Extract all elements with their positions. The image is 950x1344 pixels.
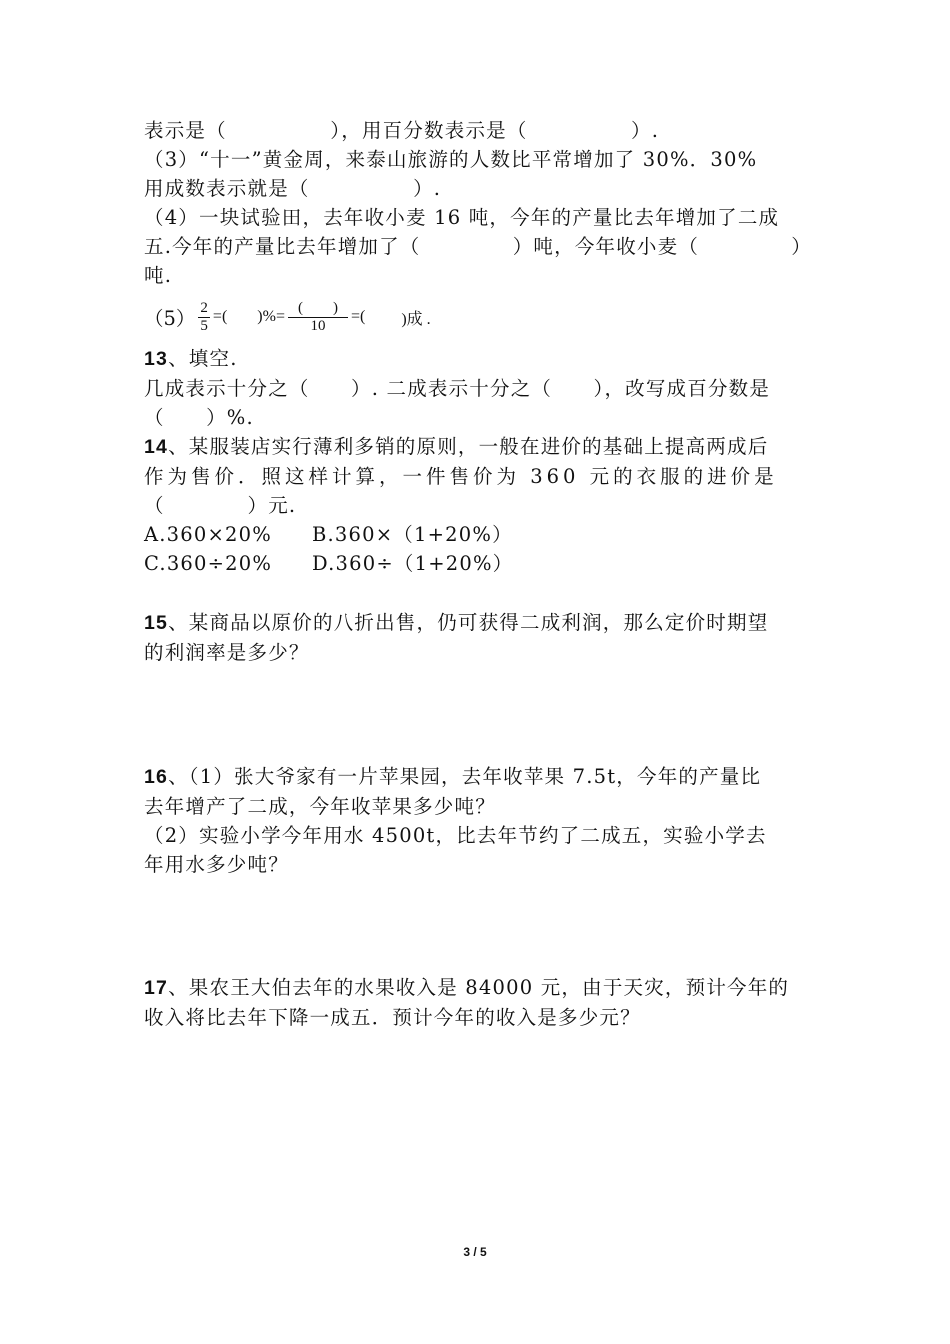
question-number: 17 [144,977,169,999]
q13-line-2: （ ）%. [144,406,254,429]
q16-line-2: 去年增产了二成，今年收苹果多少吨？ [144,795,496,818]
equals-sign: = [275,308,285,325]
q16-line-4: 年用水多少吨？ [144,853,289,876]
q17-line-2: 收入将比去年下降一成五．预计今年的收入是多少元？ [144,1006,641,1029]
q12-5-equation [144,290,812,344]
question-text: 、某服装店实行薄利多销的原则，一般在进价的基础上提高两成后 [168,435,769,458]
q14-options-cd [144,549,812,578]
q14-line-3: （ ）元. [144,494,297,517]
q16-line-1 [144,762,812,792]
q12-4-part-a: 五.今年的产量比去年增加了（ [144,235,421,258]
q14-line-1 [144,432,812,462]
q12-4-line-2 [144,232,812,261]
q13-line-1: 几成表示十分之（ ）. 二成表示十分之（ ），改写成百分数是 [144,377,771,400]
cheng-close: )成 . [401,310,431,328]
q14-options-ab [144,520,812,549]
q12-3-line: （3）“十一”黄金周，来泰山旅游的人数比平常增加了 30%．30% [144,148,758,171]
option-c: C.360÷20% [144,552,273,575]
q12-4-part-c: ） [791,235,812,258]
option-a: A.360×20% [144,523,272,546]
equals-open: =( [212,308,228,325]
question-text: 、（1）张大爷家有一片苹果园，去年收苹果 7.5t，今年的产量比 [168,765,762,788]
equals-open-2: =( [350,308,366,325]
q15-line-1 [144,608,812,638]
q12-4-line-3: 吨. [144,264,173,287]
percent-close: )% [257,308,276,325]
q12-4-part-b: ）吨，今年收小麦（ [512,235,700,258]
q16-line-3: （2）实验小学今年用水 4500t，比去年节约了二成五，实验小学去 [144,824,767,847]
page-number: 3 / 5 [463,1245,487,1259]
fraction-denominator-ten: 10 [310,317,326,334]
q14-line-2: 作为售价．照这样计算，一件售价为 360 元的衣服的进价是 [144,465,778,488]
fraction-over-ten [288,300,348,335]
question-number: 15 [144,612,169,634]
q12-3-line-2: 用成数表示就是（ ）. [144,177,442,200]
page-content [144,116,812,1032]
q17-line-1 [144,973,812,1003]
q12-4-line: （4）一块试验田，去年收小麦 16 吨，今年的产量比去年增加了二成 [144,206,780,229]
q13-title [144,344,812,374]
question-title: 、填空. [168,347,238,370]
question-number: 13 [144,348,169,370]
question-text: 、果农王大伯去年的水果收入是 84000 元，由于天灾，预计今年的 [168,976,790,999]
q12-5-label: （5） [144,307,196,330]
question-number: 14 [144,436,169,458]
question-text: 、某商品以原价的八折出售，仍可获得二成利润，那么定价时期望 [168,611,769,634]
fraction-two-fifths [198,300,210,335]
fraction-denominator: 5 [200,317,208,334]
fraction-numerator: 2 [200,299,208,316]
option-d: D.360÷（1+20%） [312,552,514,575]
q12-3-tail-line: 表示是（ ），用百分数表示是（ ）. [144,119,660,142]
fraction-numerator-blank: ( ) [288,300,348,318]
option-b: B.360×（1+20%） [312,523,513,546]
question-number: 16 [144,766,169,788]
q15-line-2: 的利润率是多少？ [144,641,310,664]
